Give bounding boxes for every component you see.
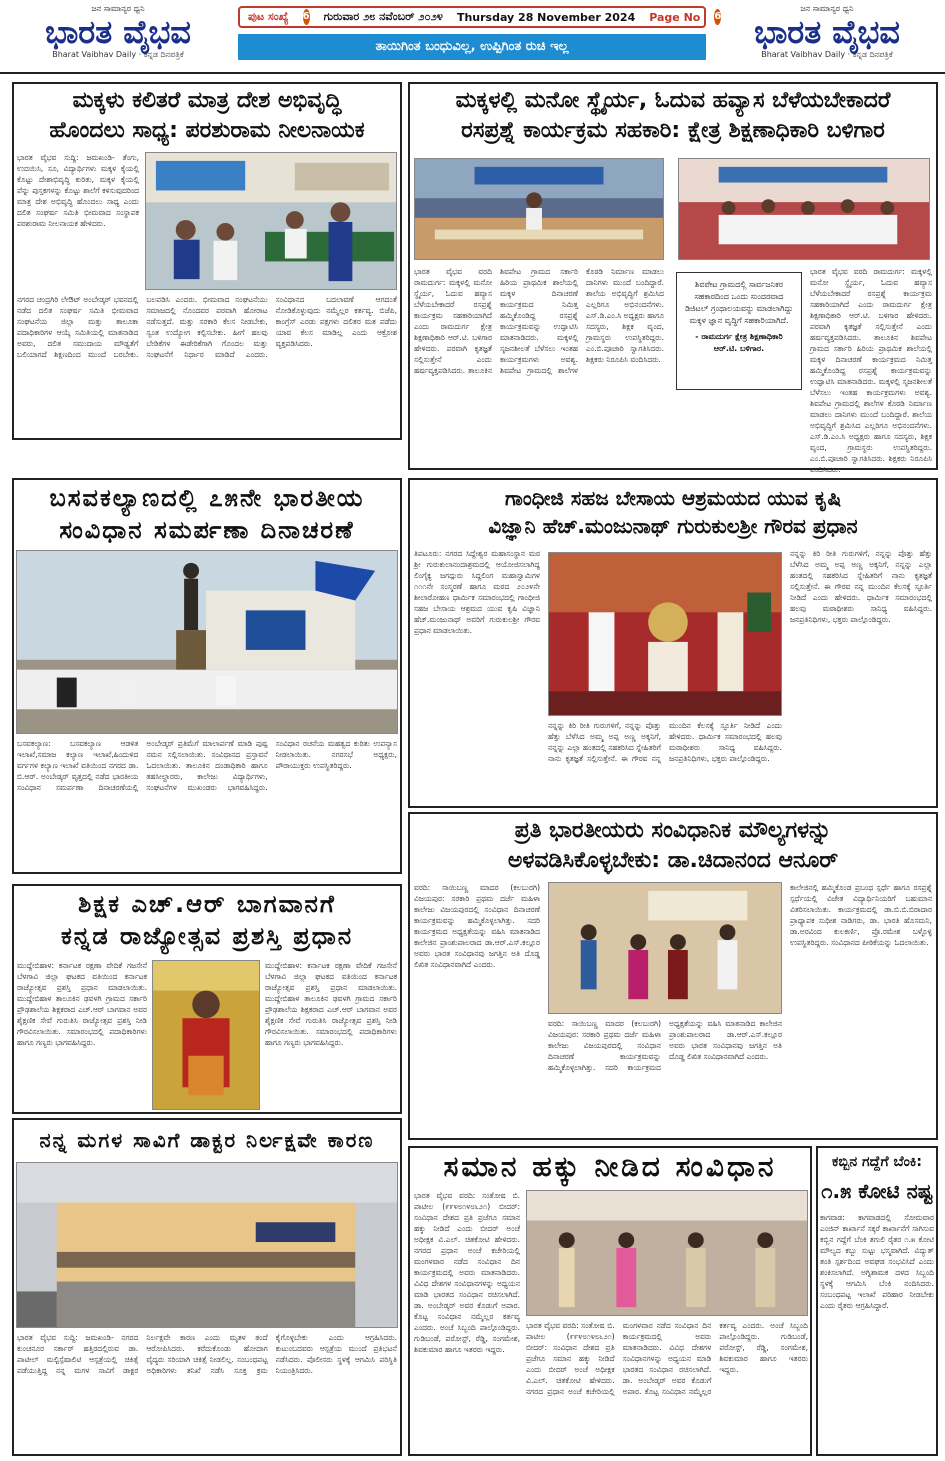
article-constitution-values-headline-1: ಪ್ರತಿ ಭಾರತೀಯರು ಸಂವಿಧಾನಿಕ ಮೌಲ್ಯಗಳನ್ನು xyxy=(514,818,832,843)
article-basavakalyana-body: ಬಸವಕಲ್ಯಾಣ: ಬಸವಕಲ್ಯಾಣ ಆಡಳಿತ ಇಲಾಖೆ,ಸಮಾಜ ಕಲ್ಯಾಣ ಇಲಾಖೆ,ಹಿಂದುಳಿದ ವರ್ಗಗಳ ಕಲ್ಯಾಣ ಇಲಾಖೆ ವತಿಯಿಂದ ನಗರದ ಡಾ. ಬಿ.ಆರ್. ಅಂಬೇಡ್ಕರ್ ವೃತ್ತದಲ್ಲಿ ನಡೆದ ಭಾರತೀಯ ಸಂವಿಧಾನ ಸಮರ್ಪಣಾ ದಿನಾಚರಣೆಯಲ್ಲಿ ಅಂಬೇಡ್ಕರ್ ಪ್ರತಿಮೆಗೆ ಮಾಲಾರ್ಪಣೆ ಮಾಡಿ ಪುಷ್ಪ ನಮನ ಸಲ್ಲಿಸಲಾಯಿತು. ಸಂವಿಧಾನದ ಪ್ರಸ್ತಾವನೆ ಓದಲಾಯಿತು. ತಾಲೂಕಿನ ದಂಡಾಧಿಕಾರಿ ಹಾಗೂ ತಹಸೀಲ್ದಾರರು, ಕಾಲೇಜು ವಿದ್ಯಾರ್ಥಿಗಳು, ಸಂಘಟನೆಗಳ ಮುಖಂಡರು ಭಾಗವಹಿಸಿದ್ದರು. ಸಂವಿಧಾನ ರಚನೆಯ ಮಹತ್ವದ ಕುರಿತು ಉಪನ್ಯಾಸ ನೀಡಲಾಯಿತು. ನಗರಸಭೆ ಅಧ್ಯಕ್ಷರು, ಪೌರಾಯುಕ್ತರು ಉಪಸ್ಥಿತರಿದ್ದರು. xyxy=(17,739,397,792)
article-teacher-award-body-right: ಮುದ್ದೇಬಿಹಾಳ: ಕರ್ನಾಟಕ ರಕ್ಷಣಾ ವೇದಿಕೆ ಗಜಸೇನೆ ಬೆಳಗಾವಿ ಜಿಲ್ಲಾ ಘಟಕದ ವತಿಯಿಂದ ಕರ್ನಾಟಕ ರಾಜ್ಯೋತ್ಸವ ಪ್ರಶಸ್ತಿ ಪ್ರಧಾನ ಮಾಡಲಾಯಿತು. ಮುದ್ದೇಬಿಹಾಳ ತಾಲೂಕಿನ ಢವಳಗಿ ಗ್ರಾಮದ ಸರ್ಕಾರಿ ಪ್ರೌಢಶಾಲೆಯ ಶಿಕ್ಷಕರಾದ ಎಚ್.ಆರ್ ಬಾಗವಾನ ಅವರ ಶೈಕ್ಷಣಿಕ ಸೇವೆ ಗುರುತಿಸಿ ರಾಜ್ಯೋತ್ಸವ ಪ್ರಶಸ್ತಿ ನೀಡಿ ಗೌರವಿಸಲಾಯಿತು. ಸಮಾರಂಭದಲ್ಲಿ ಪದಾಧಿಕಾರಿಗಳು ಹಾಗೂ ಗಣ್ಯರು ಭಾಗವಹಿಸಿದ್ದರು. xyxy=(265,961,397,1047)
article-equal-rights-body-right: ಭಾರತ ವೈಭವ ವರದಿ: ಸಂತೋಷ ಬಿ. ಪಾಟೀಲ (೯೯೪೮೧೪೮೬೨೧) ಬೀದರ್: ಸಂವಿಧಾನ ದೇಶದ ಪ್ರತಿ ಪ್ರಜೆಗೂ ಸಮಾನ ಹಕ್ಕು ನೀಡಿದೆ ಎಂದು ಬೀದರ್ ಅಂಚೆ ಅಧೀಕ್ಷಕ ವಿ.ಎಲ್. ಚಿತಕೋಟಿ ಹೇಳಿದರು. ನಗರದ ಪ್ರಧಾನ ಅಂಚೆ ಕಚೇರಿಯಲ್ಲಿ ಮಂಗಳವಾರ ನಡೆದ ಸಂವಿಧಾನ ದಿನ ಕಾರ್ಯಕ್ರಮದಲ್ಲಿ ಅವರು ಮಾತನಾಡಿದರು. ವಿವಿಧ ದೇಶಗಳ ಸಂವಿಧಾನಗಳನ್ನು ಅಧ್ಯಯನ ಮಾಡಿ ಭಾರತದ ಸಂವಿಧಾನ ರಚಿಸಲಾಗಿದೆ. ಡಾ. ಅಂಬೇಡ್ಕರ್ ಅವರ ಕೊಡುಗೆ ಅಪಾರ. ಕೊಟ್ಟ ಸಂವಿಧಾನ ನಮ್ಮೆಲ್ಲರ ಕರ್ತವ್ಯ ಎಂದರು. ಅಂಚೆ ಸಿಬ್ಬಂದಿ ಪಾಲ್ಗೊಂಡಿದ್ದರು. ಗುಡಿಬಂಡೆ, ಪರೋಸ್ಟ್, ರೆಡ್ಡಿ, ಸಂಗಮೇಶ, ಶಿವಕುಮಾರ ಹಾಗೂ ಇತರರು ಇದ್ದರು. xyxy=(526,1321,808,1396)
masthead-logo-right: ಜನ ಸಾಮಾನ್ಯರ ಧ್ವನಿ ಭಾರತ ವೈಭವ Bharat Vaibhav Daily · ಕನ್ನಡ ದಿನಪತ್ರಿಕೆ xyxy=(713,4,941,70)
article-gandhiji-body-right: ನನ್ನನ್ನು ಕಿರಿ ರೀತಿ ಗುರುಗಳಿಗೆ, ನನ್ನನ್ನು ಪೊತ್ತು ಹೆತ್ತು ಬೆಳೆಸಿದ ಅಮ್ಮ ಅಪ್ಪ ಅಣ್ಣ ಅಕ್ಕನಿಗೆ, ನನ್ನನ್ನು ಎಲ್ಲಾ ಹಂತದಲ್ಲಿ ಸಹಕರಿಸಿದ ಸ್ನೇಹಿತರಿಗೆ ನಾನು ಕೃತಜ್ಞತೆ ಸಲ್ಲಿಸುತ್ತೇನೆ. ಈ ಗೌರವ ನನ್ನ ಮುಂದಿನ ಕೆಲಸಕ್ಕೆ ಸ್ಫೂರ್ತಿ ನೀಡಿದೆ ಎಂದು ಹೇಳಿದರು. ಧಾರ್ಮಿಕ ಸಮಾರಂಭದಲ್ಲಿ ಹಲವು ಮಠಾಧೀಶರು ಸಾನಿಧ್ಯ ವಹಿಸಿದ್ದರು. ಜನಪ್ರತಿನಿಧಿಗಳು, ಭಕ್ತರು ಪಾಲ್ಗೊಂಡಿದ್ದರು. xyxy=(790,549,932,624)
article-education-lead: ಭಾರತ ವೈಭವ ಸುದ್ದಿ: ಜಮಖಂಡಿ- ತೆಂಗು, ಉದಯಿಸಿ, ಸೂ, ವಿದ್ಯಾರ್ಥಿಗಳು ಮಕ್ಕಳ ಕೈಯಲ್ಲಿ ಕೊಟ್ಟು ದೇಶಾಭಿವೃದ್ಧಿ ಕುರಿತು, ಮಕ್ಕಳ ಕೈಯಲ್ಲಿ ಪೆನ್ನು ಪುಸ್ತಕಗಳನ್ನು ಕೊಟ್ಟು ಶಾಲೆಗೆ ಕಳಿಸುವುದರಿಂದ ಮಾತ್ರ ದೇಶ ಅಭಿವೃದ್ಧಿ ಹೊಂದಲು ಸಾಧ್ಯ ಎಂದು ದಲಿತ ಸಂಘರ್ಷ ಸಮಿತಿ ಭೀಮವಾದ ಸಂಸ್ಥಾಪಕ ಪರಶುರಾಮ ನೀಲನಾಯಕ ಹೇಳಿದರು. xyxy=(17,153,139,228)
article-doctor-negligence-body: ಭಾರತ ವೈಭವ ಸುದ್ದಿ: ಜಮಖಂಡಿ- ನಗರದ ಕುಂಚನೂರ ಸರ್ಕಾರ್ ಹತ್ತಿರದಲ್ಲಿರುವ ಡಾ. ಪಾಟೀಲ್ ಮಲ್ಟಿಸ್ಪೆಷಾಲಿಟಿ ಆಸ್ಪತ್ರೆಯಲ್ಲಿ ಚಿಕಿತ್ಸೆ ಪಡೆಯುತ್ತಿದ್ದ ನನ್ನ ಮಗಳ ಸಾವಿಗೆ ಡಾಕ್ಟರ ನಿರ್ಲಕ್ಷವೇ ಕಾರಣ ಎಂದು ಮೃತಳ ತಂದೆ ಆರೋಪಿಸಿದರು. ಕರೆದುಕೊಂಡು ಹೋದಾಗ ವೈದ್ಯರು ಸರಿಯಾಗಿ ಚಿಕಿತ್ಸೆ ನೀಡಲಿಲ್ಲ. ಸಂಬಂಧಪಟ್ಟ ಅಧಿಕಾರಿಗಳು ತನಿಖೆ ನಡೆಸಿ ಸೂಕ್ತ ಕ್ರಮ ಕೈಗೊಳ್ಳಬೇಕು ಎಂದು ಆಗ್ರಹಿಸಿದರು. ಕುಟುಂಬದವರು ಆಸ್ಪತ್ರೆಯ ಮುಂದೆ ಪ್ರತಿಭಟನೆ ನಡೆಸಿದರು. ಪೊಲೀಸರು ಸ್ಥಳಕ್ಕೆ ಆಗಮಿಸಿ ಪರಿಸ್ಥಿತಿ ನಿಯಂತ್ರಿಸಿದರು. xyxy=(17,1333,397,1375)
article-constitution-values-body-left: ವರದಿ: ಸಾಯಿಬಣ್ಣ ಮಾದರ (ಕಲಬುರಗಿ) ವಿಜಯಪುರ: ಸರಕಾರಿ ಪ್ರಥಮ ದರ್ಜೆ ಮಹಿಳಾ ಕಾಲೇಜು ವಿಜಯಪುರದಲ್ಲಿ ಸಂವಿಧಾನ ದಿನಾಚರಣೆ ಕಾರ್ಯಕ್ರಮವನ್ನು ಹಮ್ಮಿಕೊಳ್ಳಲಾಗಿತ್ತು. ಸದರಿ ಕಾರ್ಯಕ್ರಮದ ಅಧ್ಯಕ್ಷತೆಯನ್ನು ವಹಿಸಿ ಮಾತನಾಡಿದ ಕಾಲೇಜಿನ ಪ್ರಾಂಶುಪಾಲರಾದ ಡಾ.ಆರ್.ಎಸ್.ಕಲ್ಲೂರ ಅವರು ಭಾರತ ಸಂವಿಧಾನವು ಜಗತ್ತಿನ ಅತಿ ದೊಡ್ಡ ಲಿಖಿತ ಸಂವಿಧಾನವಾಗಿದೆ ಎಂದರು. xyxy=(414,883,540,969)
article-education-photo xyxy=(145,152,397,290)
article-quiz-body: ಭಾರತ ವೈಭವ ವರದಿ ರಾಮದುರ್ಗ: ಮಕ್ಕಳಲ್ಲಿ ಮನೋ ಸ್ಥೈರ್ಯ, ಓದುವ ಹವ್ಯಾಸ ಬೆಳೆಯಬೇಕಾದರೆ ರಸಪ್ರಶ್ನೆ ಕಾರ್ಯಕ್ರಮ ಸಹಕಾರಿಯಾಗಿದೆ ಎಂದು ರಾಮದುರ್ಗ ಕ್ಷೇತ್ರ ಶಿಕ್ಷಣಾಧಿಕಾರಿ ಆರ್.ಟಿ. ಬಳಿಗಾರ ಹೇಳಿದರು. ಪರವಾಗಿ ಕೃತಜ್ಞತೆ ಸಲ್ಲಿಸುತ್ತೇನೆ ಎಂದು ಹರ್ಷವ್ಯಕ್ತಪಡಿಸಿದರು. ತಾಲೂಕಿನ ಶಿವಪೇಟ ಗ್ರಾಮದ ಸರ್ಕಾರಿ ಹಿರಿಯ ಪ್ರಾಥಮಿಕ ಶಾಲೆಯಲ್ಲಿ ಮಕ್ಕಳ ದಿನಾಚರಣೆ ಕಾರ್ಯಕ್ರಮದ ನಿಮಿತ್ತ ಹಮ್ಮಿಕೊಂಡಿದ್ದ ರಸಪ್ರಶ್ನೆ ಕಾರ್ಯಕ್ರಮವನ್ನು ಉದ್ಘಾಟಿಸಿ ಮಾತನಾಡಿದರು. ಮಕ್ಕಳಲ್ಲಿ ಸೃಜನಶೀಲತೆ ಬೆಳೆಸಲು ಇಂತಹ ಕಾರ್ಯಕ್ರಮಗಳು ಅವಶ್ಯ. ಶಿವಪೇಟ ಗ್ರಾಮದಲ್ಲಿ ಶಾಲೆಗಳ ಕೊಠಡಿ ನಿರ್ಮಾಣ ಮಾಡಲು ದಾನಿಗಳು ಮುಂದೆ ಬಂದಿದ್ದಾರೆ. ಶಾಲೆಯ ಅಭಿವೃದ್ಧಿಗೆ ಶ್ರಮಿಸಿದ ಎಲ್ಲರಿಗೂ ಅಭಿನಂದನೆಗಳು. ಎಸ್.ಡಿ.ಎಂ.ಸಿ ಅಧ್ಯಕ್ಷರು ಹಾಗೂ ಸದಸ್ಯರು, ಶಿಕ್ಷಕ ವೃಂದ, ಗ್ರಾಮಸ್ಥರು ಉಪಸ್ಥಿತರಿದ್ದರು. ಎಂ.ಬಿ.ಪೂಜಾರಿ ಸ್ವಾಗತಿಸಿದರು. ಶಿಕ್ಷಕರು ನಿರೂಪಿಸಿ ವಂದಿಸಿದರು. xyxy=(414,267,664,375)
issue-info-bar xyxy=(238,6,722,28)
masthead-sub-line: ಕನ್ನಡ ದಿನಪತ್ರಿಕೆ xyxy=(143,50,184,59)
masthead-pre-line: ಜನ ಸಾಮಾನ್ಯರ ಧ್ವನಿ xyxy=(800,4,854,13)
masthead-sub-line: ಕನ್ನಡ ದಿನಪತ್ರಿಕೆ xyxy=(852,50,893,59)
article-education-headline-2: ಹೊಂದಲು ಸಾಧ್ಯ: ಪರಶುರಾಮ ನೀಲನಾಯಕ xyxy=(49,118,365,143)
article-gandhiji-body-center: ನನ್ನನ್ನು ಕಿರಿ ರೀತಿ ಗುರುಗಳಿಗೆ, ನನ್ನನ್ನು ಪೊತ್ತು ಹೆತ್ತು ಬೆಳೆಸಿದ ಅಮ್ಮ ಅಪ್ಪ ಅಣ್ಣ ಅಕ್ಕನಿಗೆ, ನನ್ನನ್ನು ಎಲ್ಲಾ ಹಂತದಲ್ಲಿ ಸಹಕರಿಸಿದ ಸ್ನೇಹಿತರಿಗೆ ನಾನು ಕೃತಜ್ಞತೆ ಸಲ್ಲಿಸುತ್ತೇನೆ. ಈ ಗೌರವ ನನ್ನ ಮುಂದಿನ ಕೆಲಸಕ್ಕೆ ಸ್ಫೂರ್ತಿ ನೀಡಿದೆ ಎಂದು ಹೇಳಿದರು. ಧಾರ್ಮಿಕ ಸಮಾರಂಭದಲ್ಲಿ ಹಲವು ಮಠಾಧೀಶರು ಸಾನಿಧ್ಯ ವಹಿಸಿದ್ದರು. ಜನಪ್ರತಿನಿಧಿಗಳು, ಭಕ್ತರು ಪಾಲ್ಗೊಂಡಿದ್ದರು. xyxy=(548,721,782,763)
article-sugarcane-fire-headline-1: ಕಬ್ಬಿನ ಗದ್ದೆಗೆ ಬೆಂಕಿ: xyxy=(832,1154,922,1170)
page-number: 6 xyxy=(714,9,721,25)
article-gandhiji-body-left: ತಿಪಟೂರು: ನಗರದ ಸಿದ್ದೇಶ್ವರ ಮಹಾಸಂಸ್ಥಾನ ಮಠ ಶ್ರೀ ಗುರುಕುಲಾನಂದಾಶ್ರಮದಲ್ಲಿ ಆಯೋಜಿಸಲಾಗಿದ್ದ ಲಿಂಗೈಕ್ಯ ಜಗದ್ಗುರು ಸಿದ್ದಲಿಂಗ ಮಹಾಸ್ವಾಮಿಗಳ ೧೧೧ನೇ ಸಂಸ್ಮರಣೆ ಹಾಗೂ ಮಠದ ೨೦೨೪ನೇ ಶೀಲಾರೋಹಣ ಧಾರ್ಮಿಕ ಸಮಾರಂಭದಲ್ಲಿ ಗಾಂಧೀಜಿ ಸಹಜ ಬೇಸಾಯ ಆಶ್ರಮದ ಯುವ ಕೃಷಿ ವಿಜ್ಞಾನಿ ಹೆಚ್.ಮಂಜುನಾಥ್ ಅವರಿಗೆ ಗುರುಕುಲಶ್ರೀ ಗೌರವ ಪ್ರಧಾನ ಮಾಡಲಾಯಿತು. xyxy=(414,549,540,635)
masthead-english-name: Bharat Vaibhav Daily xyxy=(761,50,846,59)
article-quiz-headline-2: ರಸಪ್ರಶ್ನೆ ಕಾರ್ಯಕ್ರಮ ಸಹಕಾರಿ: ಕ್ಷೇತ್ರ ಶಿಕ್ಷಣಾಧಿಕಾರಿ ಬಳಿಗಾರ xyxy=(461,118,885,143)
article-quiz-quote: ಶಿವಪೇಟ ಗ್ರಾಮದಲ್ಲಿ ಸಾರ್ವಜನಿಕರ ಸಹಕಾರದಿಂದ ಒಂದು ಸುಂದರವಾದ ಡಿಜಿಟಲ್ ಗ್ರಂಥಾಲಯವನ್ನು ಮಾಡಲಾಗಿದ್ದು ಮಕ್ಕಳ ಜ್ಞಾನ ವೃದ್ಧಿಗೆ ಸಹಕಾರಿಯಾಗಿದೆ. xyxy=(684,280,793,325)
article-education-body: ನಗರದ ಚಂದ್ರಗಿರಿ ಲೇಔಟ್ ಅಂಬೇಡ್ಕರ್ ಭವನದಲ್ಲಿ ನಡೆದ ದಲಿತ ಸಂಘರ್ಷ ಸಮಿತಿ ಭೀಮವಾದ ಸಂಘಟನೆಯ ಜಿಲ್ಲಾ ಮತ್ತು ತಾಲೂಕಾ ಪದಾಧಿಕಾರಿಗಳ ಆಯ್ಕೆ ಸಮಿತಿಯಲ್ಲಿ ಮಾತನಾಡಿದ ಅವರು, ದಲಿತ ಸಮುದಾಯ ಮೌಢ್ಯತೆಗೆ ಬಲಿಯಾಗದೆ ಶಿಕ್ಷಣದಿಂದ ಮುಂದೆ ಬರಬೇಕು. ಬಲಪಡಿಸಿ ಎಂದರು. ಭೀಮವಾದ ಸಂಘಟನೆಯು ಸಮಾಜದಲ್ಲಿ ನೊಂದವರ ಪರವಾಗಿ ಹೋರಾಟ ನಡೆಸುತ್ತದೆ. ಮತ್ತು ಸರಕಾರಿ ಕೆಲಸ ನೀಡಬೇಕು, ಸ್ವಂತ ಉದ್ಯೋಗ ಕಲ್ಪಿಸಬೇಕು. ಹೀಗೆ ಹಲವು ಬೇಡಿಕೆಗಳ ಈಡೇರಿಕೆಗಾಗಿ ಗೊಂದಲ ಮತ್ತು ಸಂಘಟನೆಗೆ ನಿರ್ಧಾರ ಮಾಡಿದೆ ಎಂದರು. ಸಂವಿಧಾನದ ಬದಲಾವಣೆ ಆಗದಂತೆ ನೋಡಿಕೊಳ್ಳುವುದು ನಮ್ಮೆಲ್ಲರ ಕರ್ತವ್ಯ. ಬಿಜೆಪಿ, ಕಾಂಗ್ರೆಸ್ ಎರಡು ಪಕ್ಷಗಳು ದಲಿತರ ಮತ ಪಡೆದು ಯಾವ ಕೆಲಸ ಮಾಡಿಲ್ಲ ಎಂದು ಆಕ್ರೋಶ ವ್ಯಕ್ತಪಡಿಸಿದರು. xyxy=(17,295,397,359)
article-doctor-negligence-photo xyxy=(16,1162,398,1328)
article-basavakalyana-photo xyxy=(16,550,398,734)
article-constitution-values-body-center: ವರದಿ: ಸಾಯಿಬಣ್ಣ ಮಾದರ (ಕಲಬುರಗಿ) ವಿಜಯಪುರ: ಸರಕಾರಿ ಪ್ರಥಮ ದರ್ಜೆ ಮಹಿಳಾ ಕಾಲೇಜು ವಿಜಯಪುರದಲ್ಲಿ ಸಂವಿಧಾನ ದಿನಾಚರಣೆ ಕಾರ್ಯಕ್ರಮವನ್ನು ಹಮ್ಮಿಕೊಳ್ಳಲಾಗಿತ್ತು. ಸದರಿ ಕಾರ್ಯಕ್ರಮದ ಅಧ್ಯಕ್ಷತೆಯನ್ನು ವಹಿಸಿ ಮಾತನಾಡಿದ ಕಾಲೇಜಿನ ಪ್ರಾಂಶುಪಾಲರಾದ ಡಾ.ಆರ್.ಎಸ್.ಕಲ್ಲೂರ ಅವರು ಭಾರತ ಸಂವಿಧಾನವು ಜಗತ್ತಿನ ಅತಿ ದೊಡ್ಡ ಲಿಖಿತ ಸಂವಿಧಾನವಾಗಿದೆ ಎಂದರು. xyxy=(548,1019,782,1072)
article-education-headline-1: ಮಕ್ಕಳು ಕಲಿತರೆ ಮಾತ್ರ ದೇಶ ಅಭಿವೃದ್ಧಿ xyxy=(72,88,342,113)
article-gandhiji-headline-2: ವಿಜ್ಞಾನಿ ಹೆಚ್.ಮಂಜುನಾಥ್ ಗುರುಕುಲಶ್ರೀ ಗೌರವ ಪ್ರಧಾನ xyxy=(488,514,858,538)
article-equal-rights-headline: ಸಮಾನ ಹಕ್ಕು ನೀಡಿದ ಸಂವಿಧಾನ xyxy=(443,1150,777,1183)
page-label: Page No xyxy=(649,10,701,24)
masthead-logo-left: ಜನ ಸಾಮಾನ್ಯರ ಧ್ವನಿ ಭಾರತ ವೈಭವ Bharat Vaibhav Daily · ಕನ್ನಡ ದಿನಪತ್ರಿಕೆ xyxy=(4,4,232,70)
issue-label: ಪುಟ ಸಂಖ್ಯೆ xyxy=(248,10,289,23)
article-sugarcane-fire-body: ಕಾಗವಾಡ: ಕಾಗವಾಡದಲ್ಲಿ ಸೋಮವಾರ ಎಂಜಿನ್ ಕಾರ್ಖಾನೆ ಸಕ್ಕರೆ ಕಾರ್ಖಾನೆಗೆ ಸಾಗಿಸುವ ಕಬ್ಬಿನ ಗದ್ದೆಗೆ ಬೆಂಕಿ ತಗುಲಿ ರೈತರ ೧.೫ ಕೋಟಿ ಮೌಲ್ಯದ ಕಬ್ಬು ಸುಟ್ಟು ಭಸ್ಮವಾಗಿದೆ. ವಿದ್ಯುತ್ ತಂತಿ ಸ್ಪರ್ಶದಿಂದ ಅವಘಡ ಸಂಭವಿಸಿದೆ ಎಂದು ಶಂಕಿಸಲಾಗಿದೆ. ಅಗ್ನಿಶಾಮಕ ದಳದ ಸಿಬ್ಬಂದಿ ಸ್ಥಳಕ್ಕೆ ಆಗಮಿಸಿ ಬೆಂಕಿ ನಂದಿಸಿದರು. ಸಂಬಂಧಪಟ್ಟ ಇಲಾಖೆ ಪರಿಹಾರ ನೀಡಬೇಕು ಎಂದು ರೈತರು ಆಗ್ರಹಿಸಿದ್ದಾರೆ. xyxy=(820,1213,934,1310)
article-basavakalyana-headline-2: ಸಂವಿಧಾನ ಸಮರ್ಪಣಾ ದಿನಾಚರಣೆ xyxy=(59,516,355,544)
issue-number: 6 xyxy=(303,9,310,25)
article-sugarcane-fire-headline-2: ೧.೫ ಕೋಟಿ ನಷ್ಟ xyxy=(821,1179,933,1203)
masthead-english-name: Bharat Vaibhav Daily xyxy=(52,50,137,59)
article-teacher-award-photo xyxy=(152,960,260,1110)
article-gandhiji-photo xyxy=(548,552,782,716)
article-constitution-values-headline-2: ಅಳವಡಿಸಿಕೊಳ್ಳಬೇಕು: ಡಾ.ಚಿದಾನಂದ ಆನೂರ್ xyxy=(507,848,839,873)
masthead-tagline: ತಾಯಿಗಿಂತ ಬಂಧುವಿಲ್ಲ, ಉಪ್ಪಿಗಿಂತ ರುಚಿ ಇಲ್ಲ xyxy=(238,34,706,60)
article-teacher-award-body-left: ಮುದ್ದೇಬಿಹಾಳ: ಕರ್ನಾಟಕ ರಕ್ಷಣಾ ವೇದಿಕೆ ಗಜಸೇನೆ ಬೆಳಗಾವಿ ಜಿಲ್ಲಾ ಘಟಕದ ವತಿಯಿಂದ ಕರ್ನಾಟಕ ರಾಜ್ಯೋತ್ಸವ ಪ್ರಶಸ್ತಿ ಪ್ರಧಾನ ಮಾಡಲಾಯಿತು. ಮುದ್ದೇಬಿಹಾಳ ತಾಲೂಕಿನ ಢವಳಗಿ ಗ್ರಾಮದ ಸರ್ಕಾರಿ ಪ್ರೌಢಶಾಲೆಯ ಶಿಕ್ಷಕರಾದ ಎಚ್.ಆರ್ ಬಾಗವಾನ ಅವರ ಶೈಕ್ಷಣಿಕ ಸೇವೆ ಗುರುತಿಸಿ ರಾಜ್ಯೋತ್ಸವ ಪ್ರಶಸ್ತಿ ನೀಡಿ ಗೌರವಿಸಲಾಯಿತು. ಸಮಾರಂಭದಲ್ಲಿ ಪದಾಧಿಕಾರಿಗಳು ಹಾಗೂ ಗಣ್ಯರು ಭಾಗವಹಿಸಿದ್ದರು. xyxy=(17,961,147,1047)
article-quiz-photo-1 xyxy=(414,158,664,260)
article-constitution-values-photo xyxy=(548,882,782,1014)
english-date: Thursday 28 November 2024 xyxy=(456,10,636,24)
article-equal-rights-photo xyxy=(526,1190,808,1316)
masthead-pre-line: ಜನ ಸಾಮಾನ್ಯರ ಧ್ವನಿ xyxy=(91,4,145,13)
article-quiz-headline-1: ಮಕ್ಕಳಲ್ಲಿ ಮನೋ ಸ್ಥೈರ್ಯ, ಓದುವ ಹವ್ಯಾಸ ಬೆಳೆಯಬೇಕಾದರೆ xyxy=(455,88,891,113)
article-basavakalyana-headline-1: ಬಸವಕಲ್ಯಾಣದಲ್ಲಿ ೭೫ನೇ ಭಾರತೀಯ xyxy=(49,484,365,512)
kannada-date: ಗುರುವಾರ ೨೮ ನವೆಂಬರ್ ೨೦೨೪ xyxy=(323,10,443,23)
article-doctor-negligence-headline: ನನ್ನ ಮಗಳ ಸಾವಿಗೆ ಡಾಕ್ಟರ ನಿರ್ಲಕ್ಷವೇ ಕಾರಣ xyxy=(39,1128,375,1152)
article-quiz-quote-attribution: - ರಾಮದುರ್ಗ ಕ್ಷೇತ್ರ ಶಿಕ್ಷಣಾಧಿಕಾರಿ ಆರ್.ಟಿ. ಬಳಿಗಾರ. xyxy=(695,332,783,353)
article-quiz-quote-box xyxy=(676,272,802,390)
article-equal-rights-body-left: ಭಾರತ ವೈಭವ ವರದಿ: ಸಂತೋಷ ಬಿ. ಪಾಟೀಲ (೯೯೪೮೧೪೮೬೨೧) ಬೀದರ್: ಸಂವಿಧಾನ ದೇಶದ ಪ್ರತಿ ಪ್ರಜೆಗೂ ಸಮಾನ ಹಕ್ಕು ನೀಡಿದೆ ಎಂದು ಬೀದರ್ ಅಂಚೆ ಅಧೀಕ್ಷಕ ವಿ.ಎಲ್. ಚಿತಕೋಟಿ ಹೇಳಿದರು. ನಗರದ ಪ್ರಧಾನ ಅಂಚೆ ಕಚೇರಿಯಲ್ಲಿ ಮಂಗಳವಾರ ನಡೆದ ಸಂವಿಧಾನ ದಿನ ಕಾರ್ಯಕ್ರಮದಲ್ಲಿ ಅವರು ಮಾತನಾಡಿದರು. ವಿವಿಧ ದೇಶಗಳ ಸಂವಿಧಾನಗಳನ್ನು ಅಧ್ಯಯನ ಮಾಡಿ ಭಾರತದ ಸಂವಿಧಾನ ರಚಿಸಲಾಗಿದೆ. ಡಾ. ಅಂಬೇಡ್ಕರ್ ಅವರ ಕೊಡುಗೆ ಅಪಾರ. ಕೊಟ್ಟ ಸಂವಿಧಾನ ನಮ್ಮೆಲ್ಲರ ಕರ್ತವ್ಯ ಎಂದರು. ಅಂಚೆ ಸಿಬ್ಬಂದಿ ಪಾಲ್ಗೊಂಡಿದ್ದರು. ಗುಡಿಬಂಡೆ, ಪರೋಸ್ಟ್, ರೆಡ್ಡಿ, ಸಂಗಮೇಶ, ಶಿವಕುಮಾರ ಹಾಗೂ ಇತರರು ಇದ್ದರು. xyxy=(414,1191,520,1354)
article-teacher-award-headline-1: ಶಿಕ್ಷಕ ಎಚ್.ಆರ್ ಬಾಗವಾನಗೆ xyxy=(78,890,336,918)
article-gandhiji-headline-1: ಗಾಂಧೀಜಿ ಸಹಜ ಬೇಸಾಯ ಆಶ್ರಮಯದ ಯುವ ಕೃಷಿ xyxy=(504,486,842,510)
masthead-name: ಭಾರತ ವೈಭವ xyxy=(45,13,191,51)
article-teacher-award-headline-2: ಕನ್ನಡ ರಾಜ್ಯೋತ್ಸವ ಪ್ರಶಸ್ತಿ ಪ್ರಧಾನ xyxy=(60,922,354,950)
masthead-name: ಭಾರತ ವೈಭವ xyxy=(754,13,900,51)
article-quiz-sidebar-text: ಭಾರತ ವೈಭವ ವರದಿ ರಾಮದುರ್ಗ: ಮಕ್ಕಳಲ್ಲಿ ಮನೋ ಸ್ಥೈರ್ಯ, ಓದುವ ಹವ್ಯಾಸ ಬೆಳೆಯಬೇಕಾದರೆ ರಸಪ್ರಶ್ನೆ ಕಾರ್ಯಕ್ರಮ ಸಹಕಾರಿಯಾಗಿದೆ ಎಂದು ರಾಮದುರ್ಗ ಕ್ಷೇತ್ರ ಶಿಕ್ಷಣಾಧಿಕಾರಿ ಆರ್.ಟಿ. ಬಳಿಗಾರ ಹೇಳಿದರು. ಪರವಾಗಿ ಕೃತಜ್ಞತೆ ಸಲ್ಲಿಸುತ್ತೇನೆ ಎಂದು ಹರ್ಷವ್ಯಕ್ತಪಡಿಸಿದರು. ತಾಲೂಕಿನ ಶಿವಪೇಟ ಗ್ರಾಮದ ಸರ್ಕಾರಿ ಹಿರಿಯ ಪ್ರಾಥಮಿಕ ಶಾಲೆಯಲ್ಲಿ ಮಕ್ಕಳ ದಿನಾಚರಣೆ ಕಾರ್ಯಕ್ರಮದ ನಿಮಿತ್ತ ಹಮ್ಮಿಕೊಂಡಿದ್ದ ರಸಪ್ರಶ್ನೆ ಕಾರ್ಯಕ್ರಮವನ್ನು ಉದ್ಘಾಟಿಸಿ ಮಾತನಾಡಿದರು. ಮಕ್ಕಳಲ್ಲಿ ಸೃಜನಶೀಲತೆ ಬೆಳೆಸಲು ಇಂತಹ ಕಾರ್ಯಕ್ರಮಗಳು ಅವಶ್ಯ. ಶಿವಪೇಟ ಗ್ರಾಮದಲ್ಲಿ ಶಾಲೆಗಳ ಕೊಠಡಿ ನಿರ್ಮಾಣ ಮಾಡಲು ದಾನಿಗಳು ಮುಂದೆ ಬಂದಿದ್ದಾರೆ. ಶಾಲೆಯ ಅಭಿವೃದ್ಧಿಗೆ ಶ್ರಮಿಸಿದ ಎಲ್ಲರಿಗೂ ಅಭಿನಂದನೆಗಳು. ಎಸ್.ಡಿ.ಎಂ.ಸಿ ಅಧ್ಯಕ್ಷರು ಹಾಗೂ ಸದಸ್ಯರು, ಶಿಕ್ಷಕ ವೃಂದ, ಗ್ರಾಮಸ್ಥರು ಉಪಸ್ಥಿತರಿದ್ದರು. ಎಂ.ಬಿ.ಪೂಜಾರಿ ಸ್ವಾಗತಿಸಿದರು. ಶಿಕ್ಷಕರು ನಿರೂಪಿಸಿ ವಂದಿಸಿದರು. xyxy=(810,267,932,474)
article-quiz-photo-2 xyxy=(678,158,930,260)
article-constitution-values-body-right: ಕಾಲೇಜಿನಲ್ಲಿ ಹಮ್ಮಿಕೊಂಡ ಪ್ರಬಂಧ ಸ್ಪರ್ಧೆ ಹಾಗೂ ರಸಪ್ರಶ್ನೆ ಸ್ಪರ್ಧೆಯಲ್ಲಿ ವಿಜೇತ ವಿದ್ಯಾರ್ಥಿನಿಯರಿಗೆ ಬಹುಮಾನ ವಿತರಿಸಲಾಯಿತು. ಕಾರ್ಯಕ್ರಮದಲ್ಲಿ ಡಾ.ಬಿ.ಬಿ.ಬಿರಾದಾರ ಪ್ರಾಧ್ಯಾಪಕ ಸುಧೀಶ ನಾಡಿಗರು, ಡಾ. ಭಾರತಿ ಹೊಸಮನಿ, ಡಾ.ಅರವಿಂದ ಕುಲಕರ್ಣಿ, ಪ್ರೊ.ರಮೇಶ ಬಳ್ಳೊಳ್ಳಿ ಉಪಸ್ಥಿತರಿದ್ದರು. ಸಂವಿಧಾನದ ಪೀಠಿಕೆಯನ್ನು ಓದಲಾಯಿತು. xyxy=(790,883,932,947)
